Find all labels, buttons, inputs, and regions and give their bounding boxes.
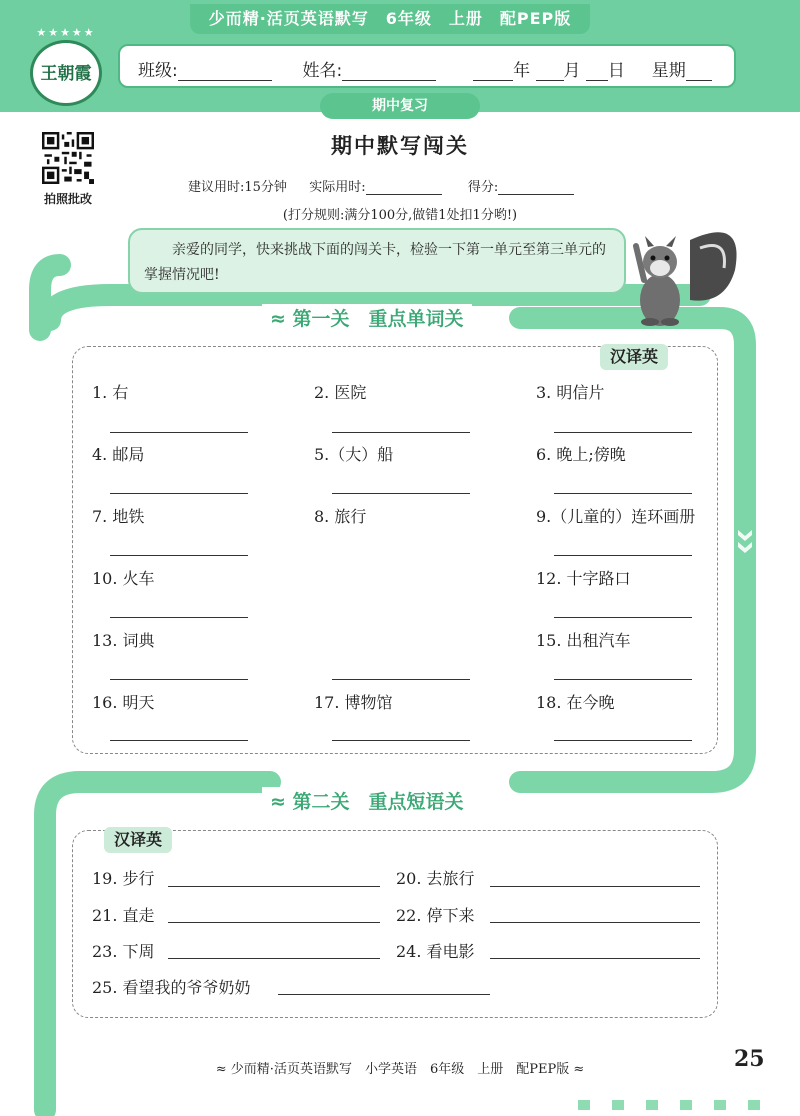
footer-deco-block xyxy=(714,1100,726,1110)
actual-time-label: 实际用时: xyxy=(309,180,366,195)
answer-line-7[interactable] xyxy=(110,555,248,556)
level1-tab: 汉译英 xyxy=(600,344,668,370)
answer-line-3[interactable] xyxy=(554,432,692,433)
answer-line-22[interactable] xyxy=(490,922,700,923)
answer-line-1[interactable] xyxy=(110,432,248,433)
word-item-7: 7. 地铁 xyxy=(92,507,145,526)
page-number: 25 xyxy=(734,1046,765,1072)
footer-deco-block xyxy=(748,1100,760,1110)
class-label: 班级: xyxy=(138,61,178,81)
answer-line-21[interactable] xyxy=(168,922,380,923)
word-item-3: 3. 明信片 xyxy=(536,383,605,402)
phrase-item-25: 25. 看望我的爷爷奶奶 xyxy=(92,978,251,997)
answer-line-19[interactable] xyxy=(168,886,380,887)
answer-line-4[interactable] xyxy=(110,493,248,494)
level2-tab: 汉译英 xyxy=(104,827,172,853)
page-title: 期中默写闯关 xyxy=(331,134,469,158)
month-label: 月 xyxy=(563,61,581,81)
answer-line-13[interactable] xyxy=(110,679,248,680)
word-item-1: 1. 右 xyxy=(92,383,129,402)
phrase-item-20: 20. 去旅行 xyxy=(396,869,475,888)
phrase-item-22: 22. 停下来 xyxy=(396,906,475,925)
word-item-16: 16. 明天 xyxy=(92,693,155,712)
series-title: 少而精·活页英语默写 6年级 上册 配PEP版 xyxy=(190,4,590,34)
word-item-6: 6. 晚上;傍晚 xyxy=(536,445,626,464)
word-item-12: 12. 十字路口 xyxy=(536,569,631,588)
answer-line-15[interactable] xyxy=(554,679,692,680)
word-item-9: 9.（儿童的）连环画册 xyxy=(536,507,696,526)
word-item-10: 10. 火车 xyxy=(92,569,155,588)
answer-line-6[interactable] xyxy=(554,493,692,494)
word-item-2: 2. 医院 xyxy=(314,383,367,402)
weekday-label: 星期 xyxy=(651,61,686,81)
word-item-13: 13. 词典 xyxy=(92,631,155,650)
phrase-item-23: 23. 下周 xyxy=(92,942,155,961)
footer-deco-block xyxy=(578,1100,590,1110)
answer-line-9[interactable] xyxy=(554,555,692,556)
scoring-rule: (打分规则:满分100分,做错1处扣1分哟!) xyxy=(282,208,518,223)
phrase-item-19: 19. 步行 xyxy=(92,869,155,888)
answer-line-20[interactable] xyxy=(490,886,700,887)
word-item-4: 4. 邮局 xyxy=(92,445,145,464)
answer-line-16[interactable] xyxy=(110,740,248,741)
answer-line-2[interactable] xyxy=(332,432,470,433)
answer-line-17[interactable] xyxy=(332,740,470,741)
answer-line-24[interactable] xyxy=(490,958,700,959)
answer-line-14[interactable] xyxy=(332,679,470,680)
word-item-15: 15. 出租汽车 xyxy=(536,631,631,650)
year-label: 年 xyxy=(513,61,531,81)
answer-line-10[interactable] xyxy=(110,617,248,618)
level2-banner: ≈ 第二关 重点短语关 xyxy=(262,787,472,817)
qr-label: 拍照批改 xyxy=(43,192,92,206)
word-item-8: 8. 旅行 xyxy=(314,507,367,526)
answer-line-5[interactable] xyxy=(332,493,470,494)
footer-deco-block xyxy=(646,1100,658,1110)
intro-speech-bubble xyxy=(128,228,626,294)
answer-line-18[interactable] xyxy=(554,740,692,741)
word-item-5: 5.（大）船 xyxy=(314,445,394,464)
name-label: 姓名: xyxy=(302,61,343,81)
word-item-17: 17. 博物馆 xyxy=(314,693,393,712)
day-label: 日 xyxy=(607,61,625,81)
footer-deco-block xyxy=(680,1100,692,1110)
level1-box xyxy=(72,346,718,754)
logo-stars: ★★★★★ xyxy=(36,26,96,39)
section-tag: 期中复习 xyxy=(320,93,480,119)
logo-text: 王朝霞 xyxy=(40,64,92,84)
level1-banner: ≈ 第一关 重点单词关 xyxy=(262,304,472,334)
phrase-item-24: 24. 看电影 xyxy=(396,942,475,961)
score-label: 得分: xyxy=(467,180,499,195)
intro-text: 亲爱的同学，快来挑战下面的闯关卡，检验一下第一单元至第三单元的掌握情况吧! xyxy=(144,242,606,283)
footer-deco-block xyxy=(612,1100,624,1110)
answer-line-12[interactable] xyxy=(554,617,692,618)
answer-line-25[interactable] xyxy=(278,994,490,995)
word-item-18: 18. 在今晚 xyxy=(536,693,615,712)
footer-series: ≈ 少而精·活页英语默写 小学英语 6年级 上册 配PEP版 ≈ xyxy=(215,1062,585,1077)
suggested-time: 建议用时:15分钟 xyxy=(188,180,287,195)
phrase-item-21: 21. 直走 xyxy=(92,906,155,925)
answer-line-23[interactable] xyxy=(168,958,380,959)
